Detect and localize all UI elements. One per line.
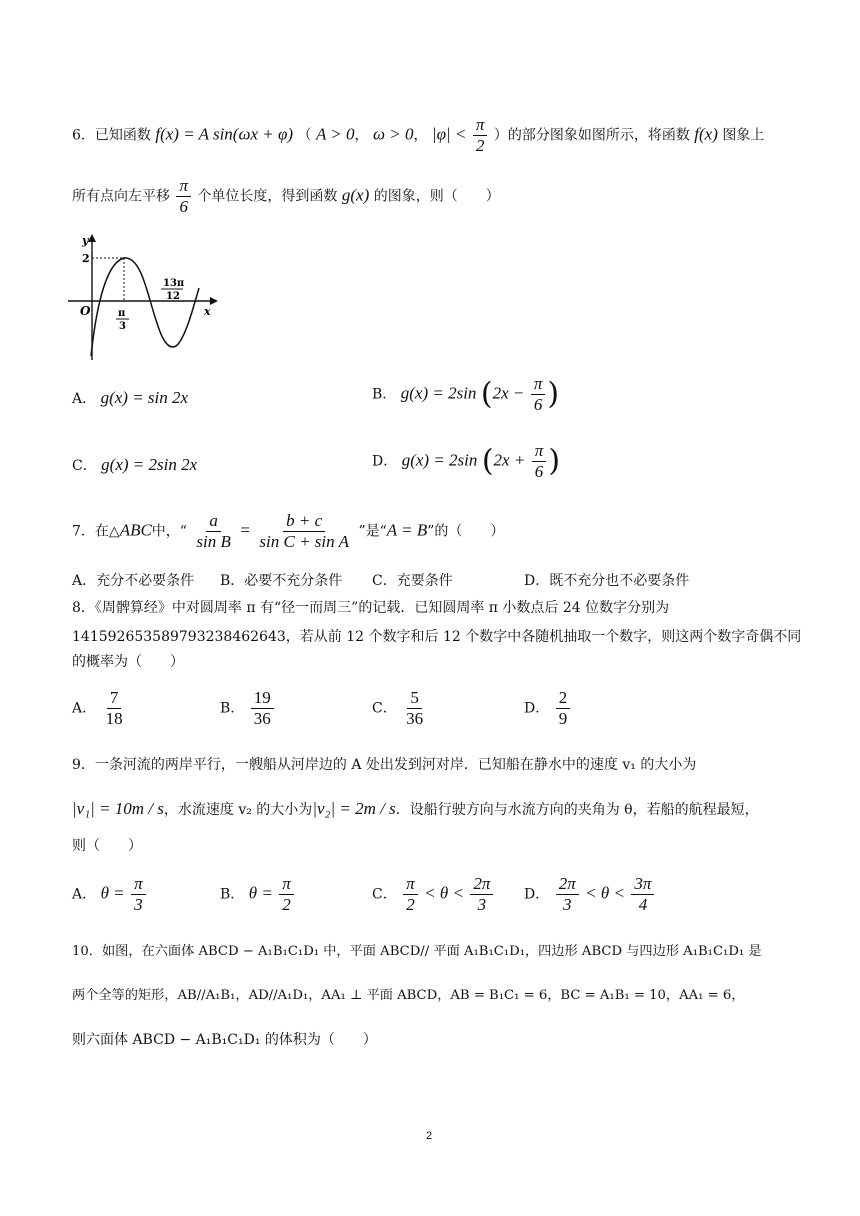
q8-line1: 8．《周髀算经》中对圆周率 π 有“径一而周三”的记载．已知圆周率 π 小数点后 24 位数字分别为 (72, 600, 670, 616)
y-axis-arrow (88, 234, 96, 242)
q6-option-b: B． g(x) = 2sin (2x − $\frac{\pi}{6}$ ) (372, 374, 560, 414)
q10-line1: 10．如图，在六面体 ABCD − A₁B₁C₁D₁ 中，平面 ABCD// 平面 A₁B₁C₁D₁，四边形 ABCD 与四边形 A₁B₁C₁D₁ 是 (72, 944, 762, 959)
q6-option-d: D． g(x) = 2sin (2x + $\frac{\pi}{6}$ ) (372, 441, 561, 481)
graph-tick-13pi-num: 13π (163, 278, 185, 289)
q6-sine-graph (62, 228, 222, 362)
q6-line2: 所有点向左平移 $\frac{\pi}{6}$ 个单位长度，得到函数 g(x) 的图象，则（ ） (72, 176, 500, 216)
q9-option-c: C． $\frac{\pi}{2}$ < θ < $\frac{2\pi}{3}$ (372, 874, 495, 915)
q9-option-b: B． θ = $\frac{\pi}{2}$ (220, 874, 296, 915)
q8-line3: 的概率为（ ） (72, 654, 184, 670)
q7-fraction-right: $\frac{b + c}{\text{sin C + sin A}}$ (259, 511, 349, 551)
q6-shift-fraction: $\frac{\pi}{6}$ (176, 176, 191, 217)
q9-option-d: D． $\frac{2\pi}{3}$ < θ < $\frac{3\pi}{4}$ (524, 874, 656, 915)
q8-option-d: D． $\frac{2}{9}$ (524, 688, 572, 729)
q6-line1: 6．已知函数 f(x) = A sin(ωx + φ) （ A > 0， ω > 0， |φ| < $\frac{\pi}{2}$ ）的部分图象如图所示，将函数 f(x) 图象上 (72, 115, 765, 155)
q9-line1: 9．一条河流的两岸平行，一艘船从河岸边的 A 处出发到河对岸．已知船在静水中的速度 v₁ 的大小为 (72, 757, 697, 773)
q7-option-d: D．既不充分也不必要条件 (524, 573, 690, 589)
graph-y-label: y (82, 234, 89, 247)
graph-tick-pi-den: 3 (119, 321, 126, 332)
graph-tick-pi-num: π (118, 308, 126, 319)
graph-x-label: x (204, 305, 211, 318)
graph-tick-13pi-den: 12 (166, 291, 180, 302)
page-number: 2 (426, 1130, 433, 1142)
q9-line3: 则（ ） (72, 838, 142, 854)
q8-option-a: A． $\frac{7}{18}$ (72, 688, 123, 728)
q6-option-c: C． g(x) = 2sin 2x (72, 455, 198, 474)
q7-option-a: A．充分不必要条件 (72, 573, 195, 589)
q9-line2: |v₁| = 10m / s，水流速度 v₂ 的大小为|v₂| = 2m / s．设船行驶方向与水流方向的夹角为 θ，若船的航程最短， (72, 799, 759, 818)
q7-option-b: B．必要不充分条件 (220, 573, 343, 589)
q7-option-c: C．充要条件 (372, 573, 453, 589)
sine-curve (91, 258, 199, 356)
q8-option-c: C． $\frac{5}{36}$ (372, 688, 424, 728)
q9-option-a: A． θ = $\frac{\pi}{3}$ (72, 874, 148, 915)
q6-option-a: A． g(x) = sin 2x (72, 388, 189, 407)
q8-line2: 141592653589793238462643，若从前 12 个数字和后 12 个数字中各随机抽取一个数字，则这两个数字奇偶不同 (72, 629, 802, 645)
graph-y-tick: 2 (82, 252, 90, 265)
q8-option-b: B． $\frac{19}{36}$ (220, 688, 276, 729)
q7-fraction-left: $\frac{a}{\text{sin B}}$ (196, 511, 231, 551)
x-axis-arrow (210, 297, 218, 305)
q10-line3: 则六面体 ABCD − A₁B₁C₁D₁ 的体积为（ ） (72, 1032, 377, 1048)
q6-phi-bound: $\frac{\pi}{2}$ (473, 115, 488, 156)
graph-origin: O (80, 304, 91, 318)
q10-line2: 两个全等的矩形，AB//A₁B₁，AD//A₁D₁，AA₁ ⊥ 平面 ABCD，AB = B₁C₁ = 6，BC = A₁B₁ = 10，AA₁ = 6， (72, 988, 745, 1003)
q6-function: f(x) = A sin(ωx + φ) (155, 124, 294, 144)
q7-stem: 7．在△ABC中，“ $\frac{a}{\text{sin B}}$ = $\frac{b + c}{\text{sin C + sin A}}$ ”是“A = B”的（ ） (72, 511, 505, 551)
